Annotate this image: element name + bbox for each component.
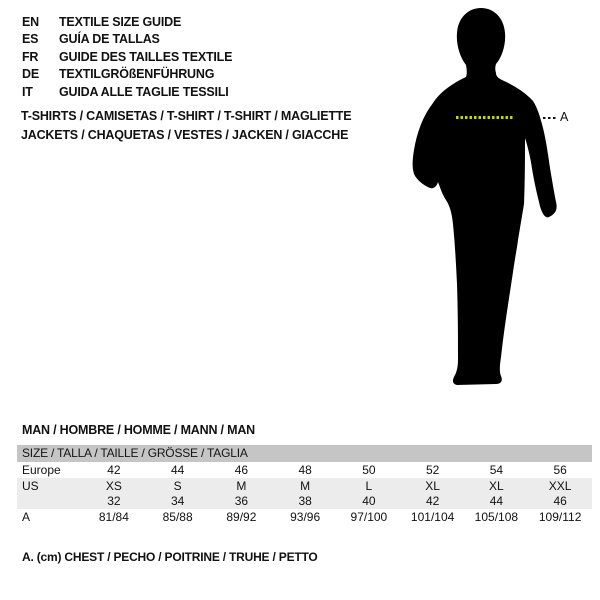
category-line-tshirts: T-SHIRTS / CAMISETAS / T-SHIRT / T-SHIRT / MAGLIETTE [21,109,352,123]
language-code: EN [22,15,39,29]
language-row [22,84,232,101]
table-row [17,478,592,494]
row-label: A [22,510,31,525]
size-cell: XL [425,478,440,493]
size-cell: 105/108 [474,510,519,525]
size-cell: 36 [234,494,249,509]
size-cell: 34 [170,494,185,509]
size-cell: 54 [489,462,504,477]
size-cell: 109/112 [538,510,582,525]
size-cell: XS [105,478,122,493]
language-code: ES [22,32,39,47]
measure-label-a: A [560,110,569,124]
size-table-header: SIZE / TALLA / TAILLE / GRÖSSE / TAGLIA [17,445,592,462]
size-cell: S [173,478,182,493]
size-cell: 97/100 [350,510,388,525]
language-label: TEXTILGRÖßENFÜHRUNG [59,67,215,82]
size-cell: 56 [553,462,567,477]
man-silhouette-image [406,4,568,394]
size-cell: 38 [298,494,312,509]
language-label: TEXTILE SIZE GUIDE [59,15,182,29]
size-cell: 46 [234,462,249,477]
section-title-man: MAN / HOMBRE / HOMME / MANN / MAN [22,423,255,437]
size-cell: L [365,478,373,493]
row-label: Europe [22,462,61,477]
size-cell: 101/104 [410,510,455,525]
chest-measure-line [456,116,514,119]
category-line-jackets: JACKETS / CHAQUETAS / VESTES / JACKEN / GIACCHE [21,127,349,142]
language-row [22,31,232,48]
language-label: GUIDE DES TAILLES TEXTILE [59,49,233,64]
size-cell: 48 [298,462,312,477]
size-cell: 93/96 [290,510,321,525]
size-cell: 52 [425,462,440,477]
language-list [22,14,232,101]
table-row [17,509,592,525]
size-cell: 44 [170,462,185,477]
table-row [17,494,592,510]
language-code: DE [22,67,39,82]
size-cell: 42 [425,494,440,509]
size-cell: 46 [553,494,567,509]
size-cell: 32 [107,494,121,509]
size-cell: 89/92 [226,510,257,525]
size-cell: 85/88 [162,510,193,525]
size-table-rows [17,462,592,525]
language-code: IT [22,84,33,99]
size-cell: 50 [362,462,376,477]
language-row [22,49,232,66]
language-label: GUIDA ALLE TAGLIE TESSILI [59,84,229,99]
measure-callout-dashes [543,117,558,119]
size-cell: 40 [362,494,376,509]
size-cell: M [236,478,247,493]
language-label: GUÍA DE TALLAS [59,32,160,47]
size-cell: M [300,478,311,493]
size-table [17,445,592,525]
language-row [22,14,232,31]
language-code: FR [22,49,39,64]
size-cell: XL [489,478,504,493]
size-cell: XXL [548,478,572,493]
size-cell: 81/84 [98,510,129,525]
row-label: US [22,478,39,493]
size-cell: 44 [489,494,504,509]
size-cell: 42 [107,462,121,477]
language-row [22,66,232,83]
table-row [17,462,592,478]
category-block [21,107,351,144]
footnote-chest: A. (cm) CHEST / PECHO / POITRINE / TRUHE / PETTO [22,550,318,564]
